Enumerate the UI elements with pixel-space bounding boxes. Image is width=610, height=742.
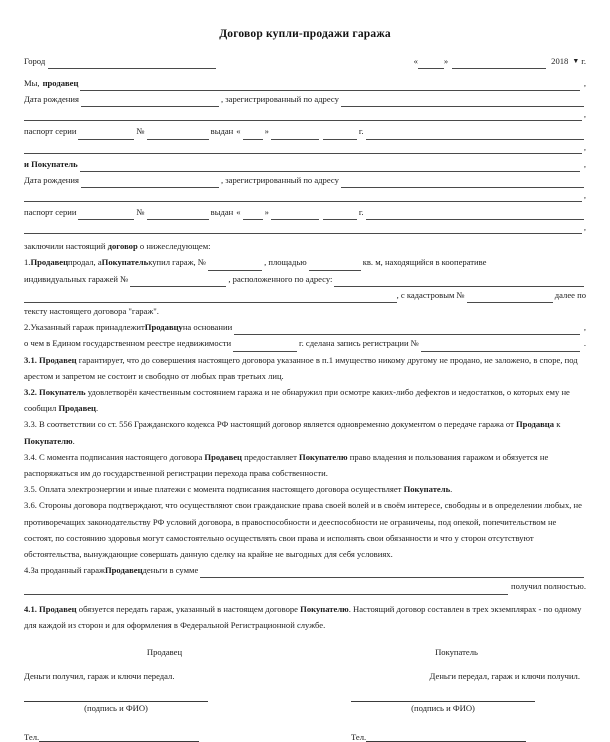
buyer-address-comma: , — [583, 190, 586, 201]
buyer-issued-label: выдан — [210, 207, 234, 218]
clause-4-tail: получил полностью. — [511, 581, 586, 592]
clause-4-1-text-1: обязуется передать гараж, указанный в настоящем договоре — [76, 603, 301, 614]
seller-issuer-comma: , — [583, 141, 586, 152]
buyer-birth-blank[interactable] — [81, 177, 219, 188]
buyer-issuer-cont-row — [24, 220, 586, 234]
registry-record-number-blank[interactable] — [421, 341, 580, 352]
seller-issuer-blank-2[interactable] — [24, 143, 582, 154]
buyer-issuer-comma: , — [583, 222, 586, 233]
clause-4-1-number: 4.1. — [24, 603, 40, 614]
chevron-down-icon[interactable]: ▼ — [572, 57, 580, 65]
coop-number-blank[interactable] — [130, 276, 226, 287]
seller-name-comma: , — [583, 78, 586, 88]
buyer-issued-month-blank[interactable] — [271, 209, 319, 220]
clause-1-buyer-bold: Покупатель — [101, 257, 149, 268]
buyer-number-sign: № — [136, 207, 145, 218]
seller-issued-month-blank[interactable] — [271, 129, 319, 140]
clause-4-line-1 — [24, 562, 586, 578]
seller-issued-quote-open: « — [236, 126, 241, 137]
seller-issued-quote-close: » — [264, 126, 269, 137]
preamble-post: о нижеследующем: — [137, 241, 211, 252]
seller-address-blank-2[interactable] — [24, 110, 582, 121]
seller-address-cont-row — [24, 107, 586, 121]
seller-signature-heading: Продавец — [146, 647, 183, 658]
signature-section — [24, 647, 586, 742]
clause-2-line-1 — [24, 319, 586, 335]
registry-date-blank[interactable] — [233, 341, 297, 352]
seller-address-blank[interactable] — [341, 96, 584, 107]
year-value[interactable]: 2018 — [551, 56, 569, 66]
coop-address-blank[interactable] — [334, 276, 584, 287]
clause-4-number: 4. — [24, 565, 31, 576]
clause-3-3-text-2: к — [554, 419, 561, 430]
buyer-name-comma: , — [583, 158, 586, 169]
buyer-issuer-blank[interactable] — [366, 209, 584, 220]
buyer-passport-row — [24, 204, 586, 220]
buyer-birth-label: Дата рождения — [24, 174, 79, 185]
seller-passport-row — [24, 123, 586, 139]
buyer-name-row — [24, 156, 586, 172]
buyer-issued-year-abbr: г. — [358, 207, 364, 218]
buyer-signature-note: Деньги передал, гараж и ключи получил. — [429, 671, 580, 682]
buyer-issued-year-blank[interactable] — [323, 209, 357, 220]
seller-phone-blank[interactable] — [39, 731, 199, 742]
quote-close: » — [443, 56, 449, 66]
seller-issued-day-blank[interactable] — [243, 129, 263, 140]
buyer-passport-label: паспорт серии — [24, 207, 77, 218]
clause-1-text-1: продал, а — [68, 257, 102, 268]
seller-issued-year-blank[interactable] — [323, 129, 357, 140]
clause-4-1-seller-bold: Продавец — [39, 603, 77, 614]
seller-name-row — [24, 75, 586, 91]
buyer-signature-caption: (подпись и ФИО) — [411, 703, 475, 714]
buyer-signature-block — [305, 647, 586, 742]
buyer-registered-label: , зарегистрированный по адресу — [220, 174, 339, 185]
clause-4-text-1: За проданный гараж — [30, 565, 105, 576]
clause-2-number: 2. — [24, 322, 31, 333]
buyer-address-cont-row — [24, 188, 586, 202]
month-input-blank[interactable] — [452, 59, 546, 69]
clause-3-1-text: гарантирует, что до совершения настоящего договора указанное в п.1 имущество никому другому не продано, не заложено, в споре, под арестом и запретом не состоит и свободно от любых прав третьих лиц. — [24, 354, 578, 381]
clause-4-1-buyer-bold: Покупателю — [300, 603, 349, 614]
clause-3-1-seller-bold: Продавец — [39, 354, 77, 365]
clause-3-3-text-1: В соответствии со ст. 556 Гражданского кодекса РФ настоящий договор является одновременно документом о передаче гаража от — [39, 419, 516, 430]
preamble-pre: заключили настоящий — [24, 241, 108, 252]
buyer-passport-number-blank[interactable] — [147, 209, 209, 220]
buyer-issued-quote-open: « — [236, 207, 241, 218]
clause-1-coop-pre: индивидуальных гаражей № — [24, 273, 129, 284]
clause-3-5-number: 3.5. — [24, 484, 40, 495]
clause-3-2-text-2: . — [96, 403, 99, 414]
clause-2-registry-mid: г. сделана запись регистрации № — [299, 338, 419, 349]
clause-2-line-2 — [24, 335, 586, 351]
clause-4-text-2: деньги в сумме — [142, 565, 199, 576]
buyer-issuer-blank-2[interactable] — [24, 223, 582, 234]
quote-open: « — [413, 56, 418, 66]
clause-2-text-1: Указанный гараж принадлежит — [30, 322, 145, 333]
clause-1-line-4: тексту настоящего договора "гараж". — [24, 306, 159, 317]
clause-3-2-number: 3.2. — [24, 387, 40, 398]
seller-registered-label: , зарегистрированный по адресу — [220, 94, 339, 105]
clause-3-4-buyer-bold: Покупателю — [299, 451, 348, 462]
clause-3-4 — [24, 449, 586, 481]
clause-3-4-number: 3.4. — [24, 451, 40, 462]
clause-4-line-2 — [24, 578, 586, 594]
clause-1-seller-bold: Продавец — [30, 257, 69, 268]
clause-3-6-text: Стороны договора подтверждают, что осуществляют свои гражданские права своей волей и в своём интересе, свободны и в определении любых, не противоречащих законодательству РФ условий договора, в правоспособности и дееспособности не ограничены, под опекой, попечительством не состоят, по состоянию здоровья могут самостоятельно осуществлять свои права и исполнять свои обязанности и что у сторон отсутствуют обстоятельства, вынуждающие совершать данную сделку на крайне не выгодных для себя условиях. — [24, 500, 582, 560]
clause-3-2-text-1: удовлетворён качественным состоянием гаража и не обнаружил при осмотре каких-либо дефектов и недостатков, о которых ему не сообщил — [24, 387, 570, 414]
buyer-name-blank[interactable] — [80, 161, 580, 172]
garage-area-blank[interactable] — [309, 260, 361, 271]
preamble-bold: договор — [107, 241, 138, 252]
buyer-phone-blank[interactable] — [366, 731, 526, 742]
clause-3-1 — [24, 352, 586, 384]
buyer-issued-quote-close: » — [264, 207, 269, 218]
clause-1-text-4: кв. м, находящийся в кооперативе — [362, 257, 487, 268]
seller-number-sign: № — [136, 126, 145, 137]
clause-1-line-3 — [24, 287, 586, 303]
clause-3-5-text-1: Оплата электроэнергии и иные платежи с момента подписания настоящего договора осуществляет — [39, 484, 404, 495]
clause-1-cadastral-label: , с кадастровым № — [396, 289, 465, 300]
seller-name-blank[interactable] — [80, 80, 579, 91]
day-input-blank[interactable] — [418, 59, 444, 69]
page-title: Договор купли-продажи гаража — [219, 28, 391, 40]
sum-blank[interactable] — [200, 567, 584, 578]
seller-intro-bold: продавец — [42, 78, 79, 88]
city-date-row — [24, 54, 586, 69]
clause-3-3-seller-bold: Продавца — [516, 419, 555, 430]
clause-2-text-2: на основании — [182, 322, 233, 333]
clause-3-4-text-2: предоставляет — [241, 451, 300, 462]
seller-signature-block — [24, 647, 305, 742]
city-label: Город — [24, 56, 46, 66]
clause-3-3 — [24, 416, 586, 448]
buyer-phone-row — [327, 713, 586, 742]
clause-3-4-seller-bold: Продавец — [204, 451, 242, 462]
clause-3-3-text-3: . — [72, 435, 75, 446]
clause-1-tail: далее по — [554, 289, 586, 300]
clause-3-2 — [24, 384, 586, 416]
clause-3-6 — [24, 497, 586, 562]
clause-3-6-number: 3.6. — [24, 500, 40, 511]
clause-3-1-number: 3.1. — [24, 354, 40, 365]
seller-phone-row — [24, 713, 305, 742]
clause-1-text-3: , площадью — [264, 257, 307, 268]
preamble-line — [24, 238, 586, 254]
seller-address-comma: , — [583, 109, 586, 120]
seller-passport-series-blank[interactable] — [78, 129, 134, 140]
seller-issuer-cont-row — [24, 140, 586, 154]
buyer-address-blank[interactable] — [341, 177, 584, 188]
clause-4-seller-bold: Продавец — [104, 565, 143, 576]
clause-2-registry-label: о чем в Едином государственном реестре недвижимости — [24, 338, 232, 349]
seller-phone-label: Тел. — [24, 732, 40, 742]
year-suffix: г. — [581, 56, 586, 66]
seller-birth-blank[interactable] — [81, 96, 219, 107]
seller-passport-number-blank[interactable] — [147, 129, 209, 140]
buyer-signature-heading: Покупатель — [435, 647, 478, 658]
clause-3-3-buyer-bold: Покупателю — [24, 435, 73, 446]
seller-birth-row — [24, 91, 586, 107]
clause-3-4-text-3: право владения и пользования гаражом и обязуется не распоряжаться им до государственной регистрации перехода права собственности. — [24, 451, 549, 479]
buyer-phone-label: Тел. — [351, 732, 367, 742]
clause-3-5-text-2: . — [450, 484, 453, 495]
clause-2-comma: , — [583, 322, 586, 333]
clause-1-text-2: купил гараж, № — [148, 257, 207, 268]
clause-3-4-text-1: С момента подписания настоящего договора — [39, 451, 205, 462]
cadastral-number-blank[interactable] — [467, 292, 553, 303]
seller-passport-label: паспорт серии — [24, 126, 77, 137]
seller-issuer-blank[interactable] — [366, 129, 584, 140]
seller-issued-label: выдан — [210, 126, 234, 137]
date-group — [414, 54, 586, 69]
clause-3-2-seller-bold: Продавец — [58, 403, 97, 414]
city-input-blank[interactable] — [48, 58, 216, 69]
clause-1-line-1 — [24, 254, 586, 270]
coop-address-blank-2[interactable] — [24, 292, 397, 303]
clause-1-coop-post: , расположенного по адресу: — [228, 273, 333, 284]
seller-intro-label: Мы, — [24, 78, 40, 88]
clause-4-1-text-2: . Настоящий договор составлен в трех экземплярах - по одному для каждой из сторон и для оформления в Федеральной Регистрационной службе. — [24, 603, 582, 630]
buyer-passport-series-blank[interactable] — [78, 209, 134, 220]
seller-issued-year-abbr: г. — [358, 126, 364, 137]
buyer-address-blank-2[interactable] — [24, 191, 582, 202]
ownership-basis-blank[interactable] — [234, 324, 580, 335]
clause-2-line-2-dot: . — [583, 338, 586, 349]
clause-3-5 — [24, 481, 586, 497]
buyer-birth-row — [24, 172, 586, 188]
seller-signature-note: Деньги получил, гараж и ключи передал. — [24, 671, 175, 682]
clause-1-number: 1. — [24, 257, 31, 268]
sum-blank-2[interactable] — [24, 584, 508, 595]
buyer-intro-label: и Покупатель — [24, 158, 78, 169]
clause-3-3-number: 3.3. — [24, 419, 40, 430]
seller-signature-caption: (подпись и ФИО) — [84, 703, 148, 714]
clause-4-1 — [24, 601, 586, 633]
clause-3-5-buyer-bold: Покупатель — [403, 484, 451, 495]
clause-1-line-2 — [24, 271, 586, 287]
seller-birth-label: Дата рождения — [24, 94, 79, 105]
garage-number-blank[interactable] — [208, 260, 262, 271]
clause-3-2-buyer-bold: Покупатель — [39, 387, 86, 398]
clause-2-seller-bold: Продавцу — [144, 322, 183, 333]
buyer-issued-day-blank[interactable] — [243, 209, 263, 220]
